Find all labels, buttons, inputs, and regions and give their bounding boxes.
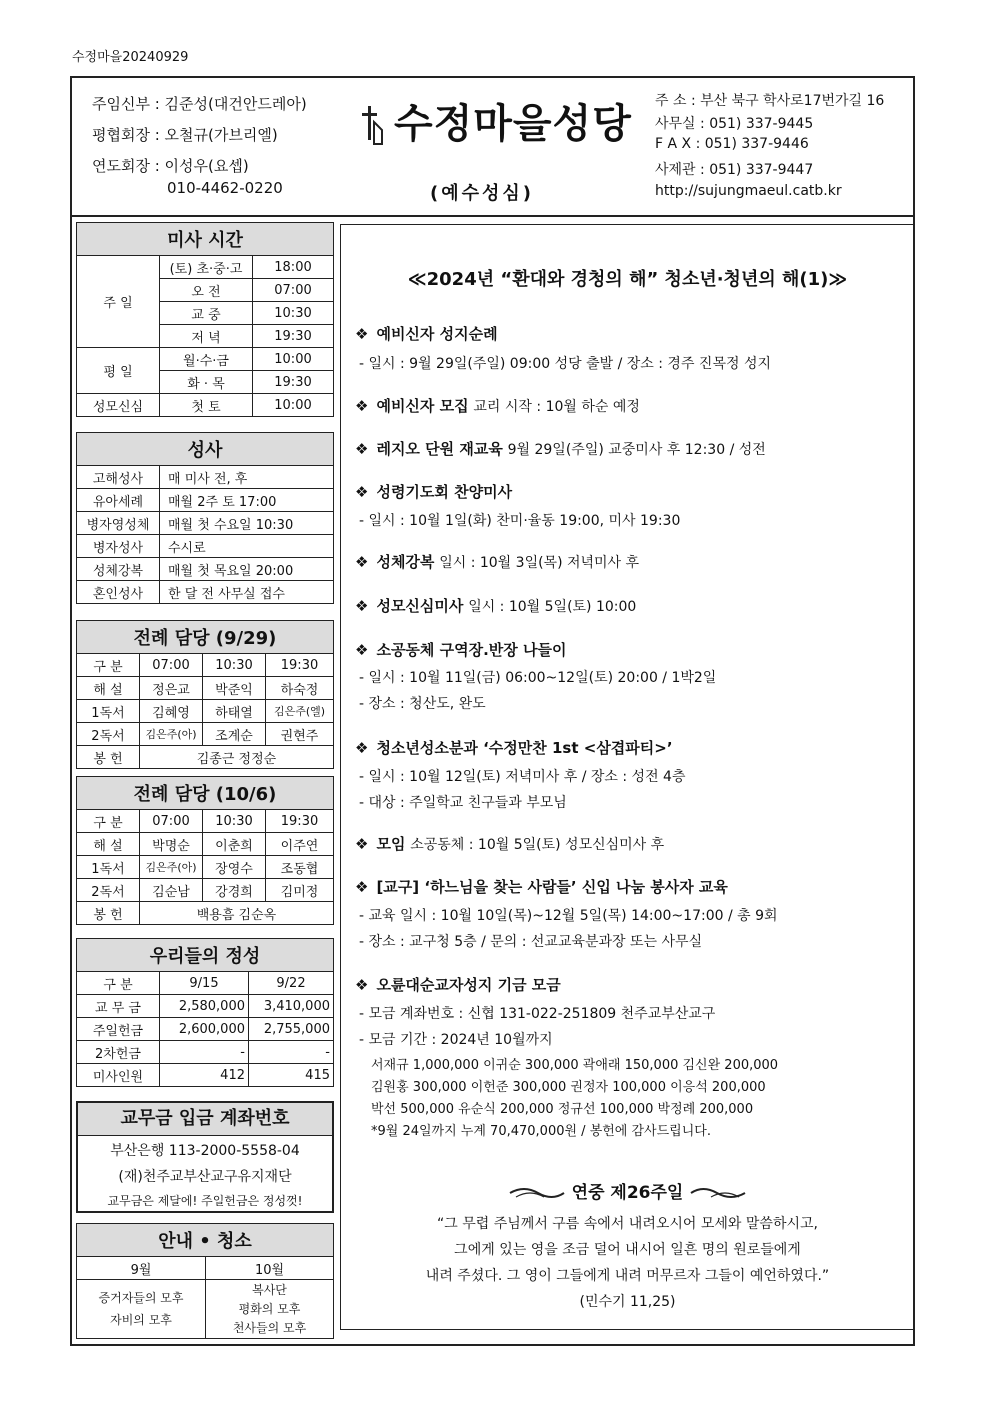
offering-label: 교 무 금	[77, 995, 160, 1018]
cleaning-month: 10월	[206, 1257, 334, 1280]
sacrament-value: 한 달 전 사무실 접수	[160, 581, 334, 604]
diamond-bullet-icon: ❖	[355, 835, 369, 853]
notice-heading: 소공동체 구역장.반장 나들이	[376, 641, 567, 659]
account-title: 교무금 입금 계좌번호	[78, 1103, 332, 1136]
mass-time: 10:30	[253, 302, 334, 325]
diamond-bullet-icon: ❖	[355, 483, 369, 501]
account-number: 부산은행 113-2000-5558-04	[110, 1143, 300, 1159]
notice-item	[355, 833, 664, 854]
liturgy-person: 이주연	[266, 833, 334, 856]
donor-line: 박선 500,000 유순식 200,000 정규선 100,000 박정례 200,000	[371, 1102, 754, 1117]
notice-item	[355, 595, 636, 616]
notice-detail: 9월 29일(주일) 교중미사 후 12:30 / 성전	[507, 442, 766, 458]
notice-item	[355, 974, 561, 995]
notice-heading: 청소년성소분과 ‘수정만찬 1st <삼겹파티>’	[376, 739, 673, 757]
notice-heading: 성모신심미사	[376, 597, 464, 615]
church-emblem-icon	[344, 102, 390, 152]
notice-detail: - 모금 기간 : 2024년 10월까지	[359, 1032, 553, 1048]
sacrament-label: 고해성사	[77, 466, 160, 489]
liturgy-title: 전례 담당 (9/29)	[77, 621, 334, 654]
sacrament-label: 병자영성체	[77, 512, 160, 535]
ornament-right-icon	[689, 1183, 747, 1203]
notice-detail: - 대상 : 주일학교 친구들과 부모님	[359, 795, 567, 811]
liturgy-role: 1독서	[77, 700, 140, 723]
liturgy-person: 강경희	[203, 879, 266, 902]
notice-detail: - 장소 : 청산도, 완도	[359, 696, 486, 712]
sacrament-value: 매월 첫 목요일 20:00	[160, 558, 334, 581]
notice-heading: 모임	[376, 835, 406, 853]
offering-amount: -	[160, 1041, 249, 1064]
diamond-bullet-icon: ❖	[355, 976, 369, 994]
notice-detail: - 장소 : 교구청 5층 / 문의 : 선교교육분과장 또는 사무실	[359, 934, 703, 950]
mass-time: 19:30	[253, 371, 334, 394]
bulletin-frame	[70, 76, 915, 1346]
sacrament-value: 수시로	[160, 535, 334, 558]
sacraments-table	[76, 432, 334, 604]
mass-name: 오 전	[160, 279, 253, 302]
offering-amount: -	[249, 1041, 334, 1064]
liturgy-header: 구 분	[77, 810, 140, 833]
liturgy-header: 10:30	[203, 654, 266, 677]
sacrament-value: 매 미사 전, 후	[160, 466, 334, 489]
notice-heading: 오륜대순교자성지 기금 모금	[376, 976, 561, 994]
donor-line: 서재규 1,000,000 이귀순 300,000 곽애래 150,000 김신완 200,000	[371, 1058, 779, 1073]
liturgy-person: 하숙정	[266, 677, 334, 700]
liturgy-header: 10:30	[203, 810, 266, 833]
notice-heading: 성령기도회 찬양미사	[376, 483, 513, 501]
notice-detail: - 일시 : 10월 12일(토) 저녁미사 후 / 장소 : 성전 4층	[359, 769, 686, 785]
liturgy-role: 2독서	[77, 723, 140, 746]
liturgy-offering: 백용흠 김순옥	[140, 902, 334, 925]
cleaning-group: 평화의 모후	[238, 1301, 301, 1316]
bulletin-header	[72, 78, 913, 217]
liturgy-role: 2독서	[77, 879, 140, 902]
liturgy-role: 봉 헌	[77, 902, 140, 925]
offering-amount: 415	[249, 1064, 334, 1087]
notice-item	[355, 737, 673, 758]
liturgy-person: 김은주(아)	[140, 723, 203, 746]
church-name: 수정마을성당	[394, 101, 632, 147]
cleaning-table	[76, 1223, 334, 1339]
offering-label: 주일헌금	[77, 1018, 160, 1041]
liturgy-person: 조동협	[266, 856, 334, 879]
marian-label: 성모신심	[77, 394, 160, 417]
scripture-line: 내려 주셨다. 그 영이 그들에게 내려 머무르자 그들이 예언하였다.”	[425, 1268, 830, 1284]
cleaning-oct	[206, 1280, 334, 1339]
mass-name: 교 중	[160, 302, 253, 325]
website-link[interactable]: http://sujungmaeul.catb.kr	[655, 183, 842, 199]
liturgy-person: 정은교	[140, 677, 203, 700]
mass-name: (토) 초·중·고	[160, 256, 253, 279]
mass-name: 월·수·금	[160, 348, 253, 371]
liturgy-person: 김은주(엘)	[266, 700, 334, 723]
donor-line: 김원홍 300,000 이헌준 300,000 권정자 100,000 이응석 200,000	[371, 1080, 766, 1095]
liturgy-person: 박명순	[140, 833, 203, 856]
liturgy-header: 07:00	[140, 654, 203, 677]
mass-times-title: 미사 시간	[77, 223, 334, 256]
liturgy-role: 1독서	[77, 856, 140, 879]
sacrament-label: 병자성사	[77, 535, 160, 558]
notice-heading: [교구] ‘하느님을 찾는 사람들’ 신입 나눔 봉사자 교육	[376, 878, 728, 896]
liturgy-header: 구 분	[77, 654, 140, 677]
mass-time: 19:30	[253, 325, 334, 348]
liturgy-person: 김은주(아)	[140, 856, 203, 879]
liturgy-table-0929	[76, 620, 334, 769]
offerings-table	[76, 938, 334, 1087]
notices-title: ≪2024년 “환대와 경청의 해” 청소년·청년의 해(1)≫	[407, 269, 848, 290]
liturgy-offering: 김종근 정정순	[140, 746, 334, 769]
scripture-line: “그 무렵 주님께서 구름 속에서 내려오시어 모세와 말씀하시고,	[437, 1216, 818, 1232]
notice-item	[355, 323, 498, 344]
offering-label: 2차헌금	[77, 1041, 160, 1064]
liturgy-header: 07:00	[140, 810, 203, 833]
liturgy-person: 이춘희	[203, 833, 266, 856]
notice-heading: 레지오 단원 재교육	[376, 440, 503, 458]
account-box	[76, 1101, 334, 1213]
notice-detail: - 모금 계좌번호 : 신협 131-022-251809 천주교부산교구	[359, 1006, 716, 1022]
diamond-bullet-icon: ❖	[355, 597, 369, 615]
diamond-bullet-icon: ❖	[355, 739, 369, 757]
liturgy-table-1006	[76, 776, 334, 925]
cleaning-month: 9월	[77, 1257, 206, 1280]
council-line: 평협회장 : 오철규(가브리엘)	[92, 126, 278, 144]
cleaning-group: 천사들의 모후	[232, 1320, 307, 1335]
elder-line: 연도회장 : 이성우(요셉)	[92, 157, 249, 175]
elder-phone: 010-4462-0220	[167, 179, 283, 197]
offering-amount: 3,410,000	[249, 995, 334, 1018]
liturgy-person: 김혜영	[140, 700, 203, 723]
account-note: 교무금은 제달에! 주일헌금은 정성껏!	[107, 1194, 303, 1208]
offering-header: 9/22	[249, 972, 334, 995]
cleaning-group: 자비의 모후	[110, 1313, 172, 1327]
offering-label: 미사인원	[77, 1064, 160, 1087]
diamond-bullet-icon: ❖	[355, 641, 369, 659]
mass-name: 화 · 목	[160, 371, 253, 394]
liturgy-role: 해 설	[77, 833, 140, 856]
notice-detail: 일시 : 10월 5일(토) 10:00	[468, 599, 637, 615]
diamond-bullet-icon: ❖	[355, 878, 369, 896]
liturgical-season	[341, 1178, 914, 1203]
notice-detail: - 일시 : 9월 29일(주일) 09:00 성당 출발 / 장소 : 경주 진목정 성지	[359, 356, 772, 372]
notice-detail: - 일시 : 10월 11일(금) 06:00~12일(토) 20:00 / 1박2일	[359, 670, 717, 686]
scripture-reference: (민수기 11,25)	[579, 1294, 676, 1310]
mass-time: 18:00	[253, 256, 334, 279]
address-line: 주 소 : 부산 북구 학사로17번가길 16	[655, 93, 885, 109]
office-phone: 사무실 : 051) 337-9445	[655, 116, 814, 132]
diamond-bullet-icon: ❖	[355, 397, 369, 415]
church-logo	[344, 92, 644, 152]
fax-number: F A X : 051) 337-9446	[655, 136, 809, 152]
notice-detail: 소공동체 : 10월 5일(토) 성모신심미사 후	[410, 837, 665, 853]
offering-amount: 2,600,000	[160, 1018, 249, 1041]
notice-item	[355, 876, 728, 897]
ornament-left-icon	[508, 1183, 566, 1203]
notice-detail: 교리 시작 : 10월 하순 예정	[473, 399, 640, 415]
season-title: 연중 제26주일	[571, 1183, 684, 1203]
cleaning-group: 증거자들의 모후	[98, 1291, 184, 1305]
liturgy-header: 19:30	[266, 810, 334, 833]
pastor-line: 주임신부 : 김준성(대건안드레아)	[92, 95, 307, 113]
rectory-phone: 사제관 : 051) 337-9447	[655, 162, 814, 178]
sacrament-value: 매월 2주 토 17:00	[160, 489, 334, 512]
sacraments-title: 성사	[77, 433, 334, 466]
notice-detail: - 일시 : 10월 1일(화) 찬미·율동 19:00, 미사 19:30	[359, 513, 681, 529]
document-id: 수정마을20240929	[72, 50, 189, 65]
notice-item	[355, 639, 566, 660]
mass-time: 10:00	[253, 348, 334, 371]
offering-amount: 2,580,000	[160, 995, 249, 1018]
notice-heading: 성체강복	[376, 553, 435, 571]
sacrament-label: 유아세례	[77, 489, 160, 512]
liturgy-person: 김순남	[140, 879, 203, 902]
offering-header: 9/15	[160, 972, 249, 995]
liturgy-header: 19:30	[266, 654, 334, 677]
notice-item	[355, 438, 766, 459]
church-patron: (예수성심)	[430, 183, 535, 204]
mass-times-table	[76, 222, 334, 417]
liturgy-role: 봉 헌	[77, 746, 140, 769]
sacrament-value: 매월 첫 수요일 10:30	[160, 512, 334, 535]
notice-detail: - 교육 일시 : 10월 10일(목)~12월 5일(목) 14:00~17:00 / 총 9회	[359, 908, 778, 924]
notice-item	[355, 551, 639, 572]
liturgy-person: 김미정	[266, 879, 334, 902]
liturgy-person: 박준익	[203, 677, 266, 700]
cleaning-group: 복사단	[252, 1282, 287, 1297]
offering-amount: 412	[160, 1064, 249, 1087]
offering-header: 구 분	[77, 972, 160, 995]
mass-time: 10:00	[253, 394, 334, 417]
sacrament-label: 혼인성사	[77, 581, 160, 604]
offering-amount: 2,755,000	[249, 1018, 334, 1041]
sacrament-label: 성체강복	[77, 558, 160, 581]
mass-name: 저 녁	[160, 325, 253, 348]
notice-heading: 예비신자 성지순례	[376, 325, 498, 343]
notice-item	[355, 395, 640, 416]
cleaning-sep	[77, 1280, 206, 1339]
liturgy-person: 하태열	[203, 700, 266, 723]
diamond-bullet-icon: ❖	[355, 440, 369, 458]
liturgy-person: 장영수	[203, 856, 266, 879]
scripture-line: 그에게 있는 영을 조금 덜어 내시어 일흔 명의 원로들에게	[454, 1242, 801, 1258]
notices-panel	[340, 224, 915, 1330]
cleaning-title: 안내 • 청소	[77, 1224, 334, 1257]
liturgy-person: 권현주	[266, 723, 334, 746]
mass-name: 첫 토	[160, 394, 253, 417]
liturgy-person: 조계순	[203, 723, 266, 746]
sunday-label: 주 일	[77, 256, 160, 348]
donor-note: *9월 24일까지 누계 70,470,000원 / 봉헌에 감사드립니다.	[371, 1124, 711, 1139]
diamond-bullet-icon: ❖	[355, 553, 369, 571]
notice-item	[355, 481, 512, 502]
notice-heading: 예비신자 모집	[376, 397, 469, 415]
notice-detail: 일시 : 10월 3일(목) 저녁미사 후	[439, 555, 640, 571]
offerings-title: 우리들의 정성	[77, 939, 334, 972]
diamond-bullet-icon: ❖	[355, 325, 369, 343]
liturgy-title: 전례 담당 (10/6)	[77, 777, 334, 810]
weekday-label: 평 일	[77, 348, 160, 394]
account-holder: (재)천주교부산교구유지재단	[118, 1169, 292, 1185]
liturgy-role: 해 설	[77, 677, 140, 700]
mass-time: 07:00	[253, 279, 334, 302]
